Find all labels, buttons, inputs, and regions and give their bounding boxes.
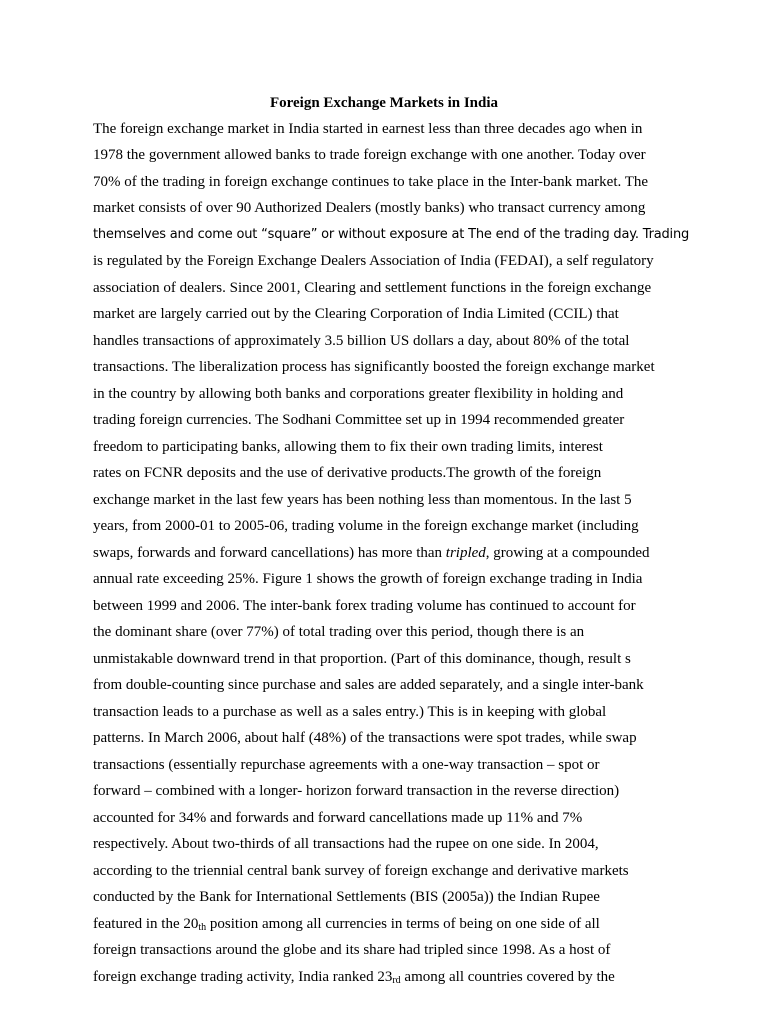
- text-line: from double-counting since purchase and sales are added separately, and a single inter-bank: [93, 677, 644, 693]
- text-line: is regulated by the Foreign Exchange Dealers Association of India (FEDAI), a self regulatory: [93, 253, 654, 269]
- text-line: accounted for 34% and forwards and forward cancellations made up 11% and 7%: [93, 810, 583, 826]
- text-line: the dominant share (over 77%) of total trading over this period, though there is an: [93, 624, 585, 640]
- text-line: years, from 2000-01 to 2005-06, trading volume in the foreign exchange market (including: [93, 518, 639, 534]
- text-line: 70% of the trading in foreign exchange continues to take place in the Inter-bank market. The: [93, 174, 649, 190]
- text-line: in the country by allowing both banks and corporations greater flexibility in holding and: [93, 386, 624, 402]
- ordinal-suffix: th: [198, 922, 207, 933]
- text-line: freedom to participating banks, allowing them to fix their own trading limits, interest: [93, 439, 603, 455]
- text-span: featured in the 20: [93, 916, 199, 932]
- text-line: transactions. The liberalization process has significantly boosted the foreign exchange market: [93, 359, 655, 375]
- text-line: patterns. In March 2006, about half (48%) of the transactions were spot trades, while swap: [93, 730, 637, 746]
- text-line: [93, 542, 713, 564]
- document-title: Foreign Exchange Markets in India: [269, 95, 499, 111]
- text-span: , growing at a compounded: [485, 545, 650, 561]
- text-line: handles transactions of approximately 3.5 billion US dollars a day, about 80% of the total: [93, 333, 630, 349]
- text-line: market are largely carried out by the Clearing Corporation of India Limited (CCIL) that: [93, 306, 619, 322]
- text-span: foreign exchange trading activity, India ranked 23: [93, 969, 393, 985]
- text-line: The foreign exchange market in India started in earnest less than three decades ago when in: [93, 121, 643, 137]
- text-line: conducted by the Bank for International Settlements (BIS (2005a)) the Indian Rupee: [93, 889, 600, 905]
- text-span: among all countries covered by the: [400, 969, 615, 985]
- text-line: [93, 966, 713, 988]
- emphasis-text: tripled: [445, 545, 486, 561]
- text-line: market consists of over 90 Authorized Dealers (mostly banks) who transact currency among: [93, 200, 646, 216]
- text-span: swaps, forwards and forward cancellations) has more than: [93, 545, 446, 561]
- text-line: association of dealers. Since 2001, Clearing and settlement functions in the foreign exchange: [93, 280, 652, 296]
- text-line: trading foreign currencies. The Sodhani Committee set up in 1994 recommended greater: [93, 412, 625, 428]
- text-line: rates on FCNR deposits and the use of derivative products.The growth of the foreign: [93, 465, 602, 481]
- text-line: annual rate exceeding 25%. Figure 1 shows the growth of foreign exchange trading in India: [93, 571, 643, 587]
- text-line: foreign transactions around the globe and its share had tripled since 1998. As a host of: [93, 942, 611, 958]
- text-line: [93, 913, 713, 935]
- ordinal-suffix: rd: [392, 975, 401, 986]
- text-line: between 1999 and 2006. The inter-bank forex trading volume has continued to account for: [93, 598, 636, 614]
- text-line: transaction leads to a purchase as well as a sales entry.) This is in keeping with global: [93, 704, 607, 720]
- text-span: position among all currencies in terms of being on one side of all: [206, 916, 600, 932]
- text-line: according to the triennial central bank survey of foreign exchange and derivative markets: [93, 863, 629, 879]
- text-line: respectively. About two-thirds of all transactions had the rupee on one side. In 2004,: [93, 836, 599, 852]
- text-line: 1978 the government allowed banks to trade foreign exchange with one another. Today over: [93, 147, 646, 163]
- text-line: exchange market in the last few years has been nothing less than momentous. In the last 5: [93, 492, 632, 508]
- text-line: transactions (essentially repurchase agreements with a one-way transaction – spot or: [93, 757, 600, 773]
- text-line: forward – combined with a longer- horizon forward transaction in the reverse direction): [93, 783, 620, 799]
- text-line: unmistakable downward trend in that proportion. (Part of this dominance, though, result s: [93, 651, 631, 667]
- text-line: themselves and come out “square” or without exposure at The end of the trading day. Trading: [93, 227, 690, 242]
